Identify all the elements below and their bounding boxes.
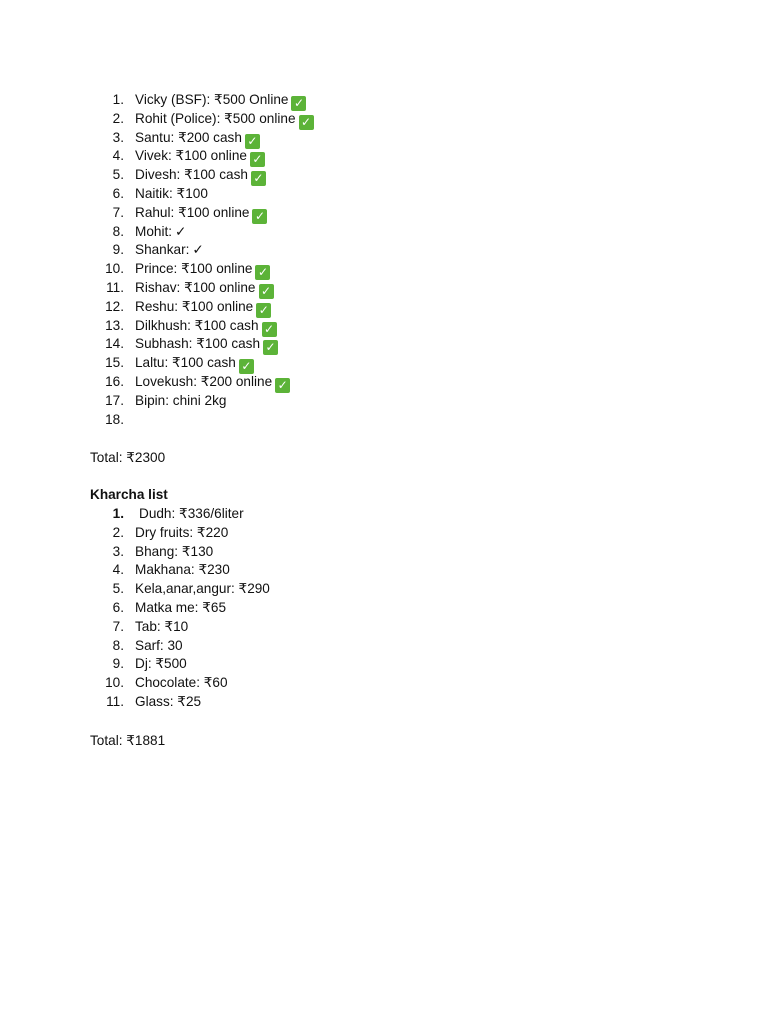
green-check-icon: ✓ bbox=[259, 284, 274, 299]
list-number: 16. bbox=[105, 373, 124, 389]
list-number: 13. bbox=[105, 317, 124, 333]
contribution-label: Prince: ₹100 online bbox=[135, 261, 253, 277]
green-check-icon: ✓ bbox=[250, 152, 265, 167]
green-check-icon: ✓ bbox=[275, 378, 290, 393]
list-number: 15. bbox=[105, 355, 124, 371]
contribution-item bbox=[0, 279, 768, 298]
contribution-item bbox=[0, 392, 768, 411]
list-number: 5. bbox=[112, 167, 124, 183]
kharcha-item bbox=[0, 674, 768, 693]
kharcha-text: Bhang: ₹130 bbox=[135, 543, 214, 559]
kharcha-item bbox=[0, 693, 768, 712]
green-check-icon: ✓ bbox=[263, 340, 278, 355]
list-number: 9. bbox=[112, 242, 124, 258]
contribution-item bbox=[0, 223, 768, 242]
contribution-item bbox=[0, 335, 768, 354]
list-number: 8. bbox=[112, 637, 124, 653]
kharcha-text: Glass: ₹25 bbox=[135, 693, 202, 709]
kharcha-item bbox=[0, 618, 768, 637]
green-check-icon: ✓ bbox=[252, 209, 267, 224]
green-check-icon: ✓ bbox=[291, 96, 306, 111]
contribution-label: Santu: ₹200 cash bbox=[135, 129, 242, 145]
check-mark-icon: ✓ bbox=[192, 242, 204, 259]
list-number: 6. bbox=[112, 185, 124, 201]
green-check-icon: ✓ bbox=[299, 115, 314, 130]
contribution-text bbox=[135, 241, 204, 260]
kharcha-item bbox=[0, 655, 768, 674]
contribution-item bbox=[0, 260, 768, 279]
contribution-text bbox=[135, 354, 254, 374]
green-check-icon: ✓ bbox=[239, 359, 254, 374]
contribution-list bbox=[0, 91, 768, 429]
green-check-icon: ✓ bbox=[256, 303, 271, 318]
list-number: 2. bbox=[112, 524, 124, 540]
contribution-item bbox=[0, 317, 768, 336]
list-number: 17. bbox=[105, 392, 124, 408]
contribution-text bbox=[135, 335, 278, 355]
list-number: 2. bbox=[112, 110, 124, 126]
kharcha-item bbox=[0, 599, 768, 618]
check-mark-icon: ✓ bbox=[175, 223, 187, 240]
contribution-item bbox=[0, 147, 768, 166]
contribution-text bbox=[135, 166, 266, 186]
kharcha-item bbox=[0, 524, 768, 543]
list-number: 10. bbox=[105, 675, 124, 691]
list-number: 4. bbox=[112, 562, 124, 578]
list-number: 6. bbox=[112, 599, 124, 615]
contribution-item bbox=[0, 185, 768, 204]
list-number: 1. bbox=[112, 506, 124, 521]
list-number: 4. bbox=[112, 148, 124, 164]
list-number: 11. bbox=[106, 693, 124, 709]
list-number: 7. bbox=[112, 204, 124, 220]
list-number: 11. bbox=[106, 279, 124, 295]
contribution-label: Rishav: ₹100 online bbox=[135, 279, 256, 295]
kharcha-text: Makhana: ₹230 bbox=[135, 562, 230, 578]
contribution-label: Shankar: bbox=[135, 242, 190, 258]
list-number: 3. bbox=[112, 543, 124, 559]
contribution-label: Rahul: ₹100 online bbox=[135, 204, 250, 220]
contribution-text bbox=[135, 279, 274, 299]
green-check-icon: ✓ bbox=[251, 171, 266, 186]
contribution-text bbox=[135, 392, 226, 411]
green-check-icon: ✓ bbox=[255, 265, 270, 280]
list-number: 5. bbox=[112, 581, 124, 597]
contribution-text bbox=[135, 317, 277, 337]
kharcha-text: Chocolate: ₹60 bbox=[135, 675, 228, 691]
contribution-item bbox=[0, 354, 768, 373]
contribution-text bbox=[135, 110, 314, 130]
contribution-label: Rohit (Police): ₹500 online bbox=[135, 110, 296, 126]
list-number: 9. bbox=[112, 656, 124, 672]
contribution-item bbox=[0, 373, 768, 392]
kharcha-item bbox=[0, 561, 768, 580]
list-number: 18. bbox=[105, 411, 124, 427]
contribution-item bbox=[0, 241, 768, 260]
list-number: 14. bbox=[105, 336, 124, 352]
contribution-label: Naitik: ₹100 bbox=[135, 185, 208, 201]
contribution-item bbox=[0, 110, 768, 129]
contribution-item bbox=[0, 204, 768, 223]
kharcha-text: Tab: ₹10 bbox=[135, 618, 189, 634]
kharcha-text: Dry fruits: ₹220 bbox=[135, 524, 229, 540]
contribution-label: Lovekush: ₹200 online bbox=[135, 373, 273, 389]
kharcha-text: Dj: ₹500 bbox=[135, 656, 187, 672]
green-check-icon: ✓ bbox=[262, 322, 277, 337]
list-number: 12. bbox=[105, 298, 124, 314]
kharcha-text: Sarf: 30 bbox=[135, 637, 183, 653]
list-number: 3. bbox=[112, 129, 124, 145]
list-number: 1. bbox=[112, 92, 124, 107]
kharcha-text: Kela,anar,angur: ₹290 bbox=[135, 581, 270, 597]
kharcha-item bbox=[0, 580, 768, 599]
contribution-label: Divesh: ₹100 cash bbox=[135, 167, 248, 183]
contribution-item bbox=[0, 166, 768, 185]
kharcha-list bbox=[0, 505, 768, 712]
contribution-label: Bipin: chini 2kg bbox=[135, 392, 227, 408]
list-number: 10. bbox=[105, 261, 124, 277]
contribution-label: Laltu: ₹100 cash bbox=[135, 355, 236, 371]
contribution-item bbox=[0, 91, 768, 110]
contribution-item bbox=[0, 129, 768, 148]
list-number: 7. bbox=[112, 618, 124, 634]
contribution-text bbox=[135, 223, 186, 242]
contribution-text bbox=[135, 298, 271, 318]
list-number: 8. bbox=[112, 223, 124, 239]
contribution-label: Mohit: bbox=[135, 223, 173, 239]
kharcha-total: Total: ₹1881 bbox=[90, 733, 166, 748]
contribution-text bbox=[135, 260, 270, 280]
contribution-text bbox=[135, 373, 290, 393]
contribution-text bbox=[135, 129, 260, 149]
contribution-label: Vivek: ₹100 online bbox=[135, 148, 247, 164]
green-check-icon: ✓ bbox=[245, 134, 260, 149]
contribution-label: Dilkhush: ₹100 cash bbox=[135, 317, 259, 333]
contribution-text bbox=[135, 91, 306, 111]
contribution-label: Subhash: ₹100 cash bbox=[135, 336, 261, 352]
kharcha-item bbox=[0, 637, 768, 656]
contribution-text bbox=[135, 185, 208, 204]
contribution-label: Vicky (BSF): ₹500 Online bbox=[135, 92, 289, 107]
contribution-total: Total: ₹2300 bbox=[90, 450, 166, 465]
contribution-item bbox=[0, 298, 768, 317]
contribution-item bbox=[0, 411, 768, 430]
contribution-label: Reshu: ₹100 online bbox=[135, 298, 254, 314]
contribution-text bbox=[135, 147, 265, 167]
kharcha-text: Dudh: ₹336/6liter bbox=[139, 506, 244, 521]
kharcha-heading: Kharcha list bbox=[90, 487, 168, 502]
kharcha-text: Matka me: ₹65 bbox=[135, 599, 227, 615]
contribution-text bbox=[135, 204, 267, 224]
kharcha-item bbox=[0, 505, 768, 524]
kharcha-item bbox=[0, 543, 768, 562]
